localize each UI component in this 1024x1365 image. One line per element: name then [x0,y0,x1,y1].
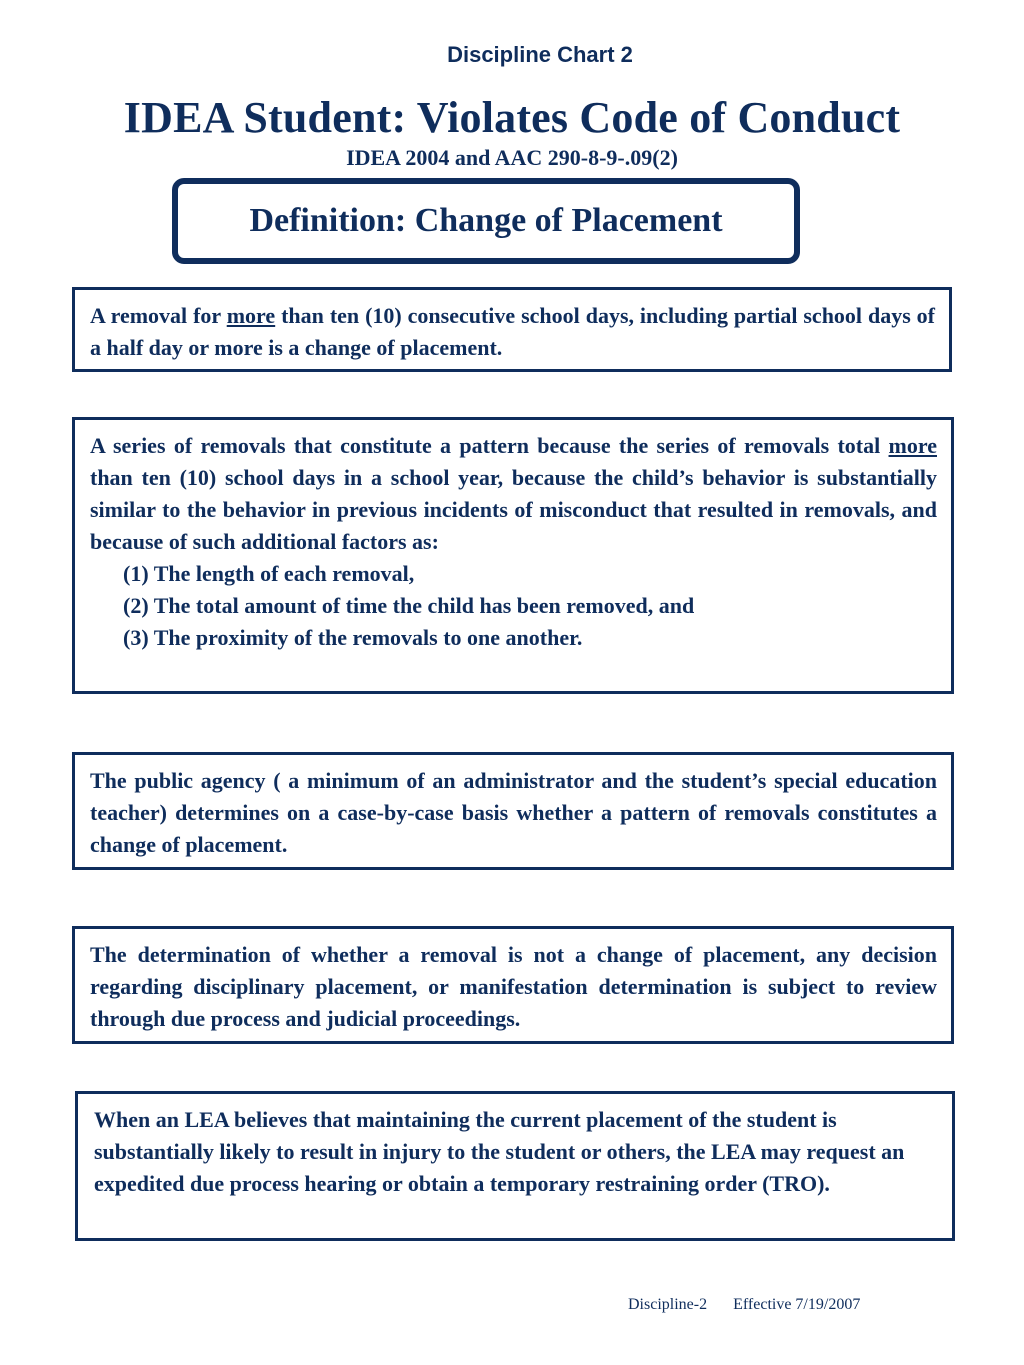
text-segment: A removal for [90,303,227,328]
consecutive-removal-box [72,287,952,372]
lea-expedited-hearing-box [75,1091,955,1241]
determination-review-box [72,926,954,1044]
footer-doc-id: Discipline-2 [628,1296,708,1313]
lea-expedited-hearing-text: When an LEA believes that maintaining the current placement of the student is substantially likely to result in injury to the student or others, the LEA may request an expedited due process hearing or obtain a temporary restraining order (TRO). [94,1107,905,1196]
series-of-removals-box [72,417,954,694]
text-segment: than ten (10) school days in a school year, because the child’s behavior is substantially similar to the behavior in previous incidents of misconduct that resulted in removals, and because of such additional factors as: [90,465,937,554]
public-agency-box [72,752,954,870]
page-subtitle: IDEA 2004 and AAC 290-8-9-.09(2) [346,145,678,170]
series-of-removals-text [90,430,937,558]
factor-item: (1) The length of each removal, [123,561,415,586]
footer-effective-date: Effective 7/19/2007 [733,1296,861,1313]
emphasis-more: more [226,303,276,328]
factor-item: (2) The total amount of time the child has been removed, and [123,593,695,618]
definition-heading-box [172,178,800,264]
footer [628,1296,860,1314]
factor-item: (3) The proximity of the removals to one another. [123,625,583,650]
consecutive-removal-text [90,300,935,364]
chart-label: Discipline Chart 2 [447,42,633,67]
page-title: IDEA Student: Violates Code of Conduct [123,93,901,142]
public-agency-text: The public agency ( a minimum of an administrator and the student’s special education teacher) determines on a case-by-case basis whether a pattern of removals constitutes a change of placement. [90,768,937,857]
text-segment: A series of removals that constitute a pattern because the series of removals total [90,433,889,458]
definition-heading: Definition: Change of Placement [249,202,723,239]
text-segment: than ten (10) consecutive school days, including partial school days of a half day or more is a change of placement. [90,303,936,360]
determination-review-text: The determination of whether a removal is not a change of placement, any decision regarding disciplinary placement, or manifestation determination is subject to review through due process and judicial proceedings. [90,942,937,1031]
emphasis-more: more [888,433,937,458]
